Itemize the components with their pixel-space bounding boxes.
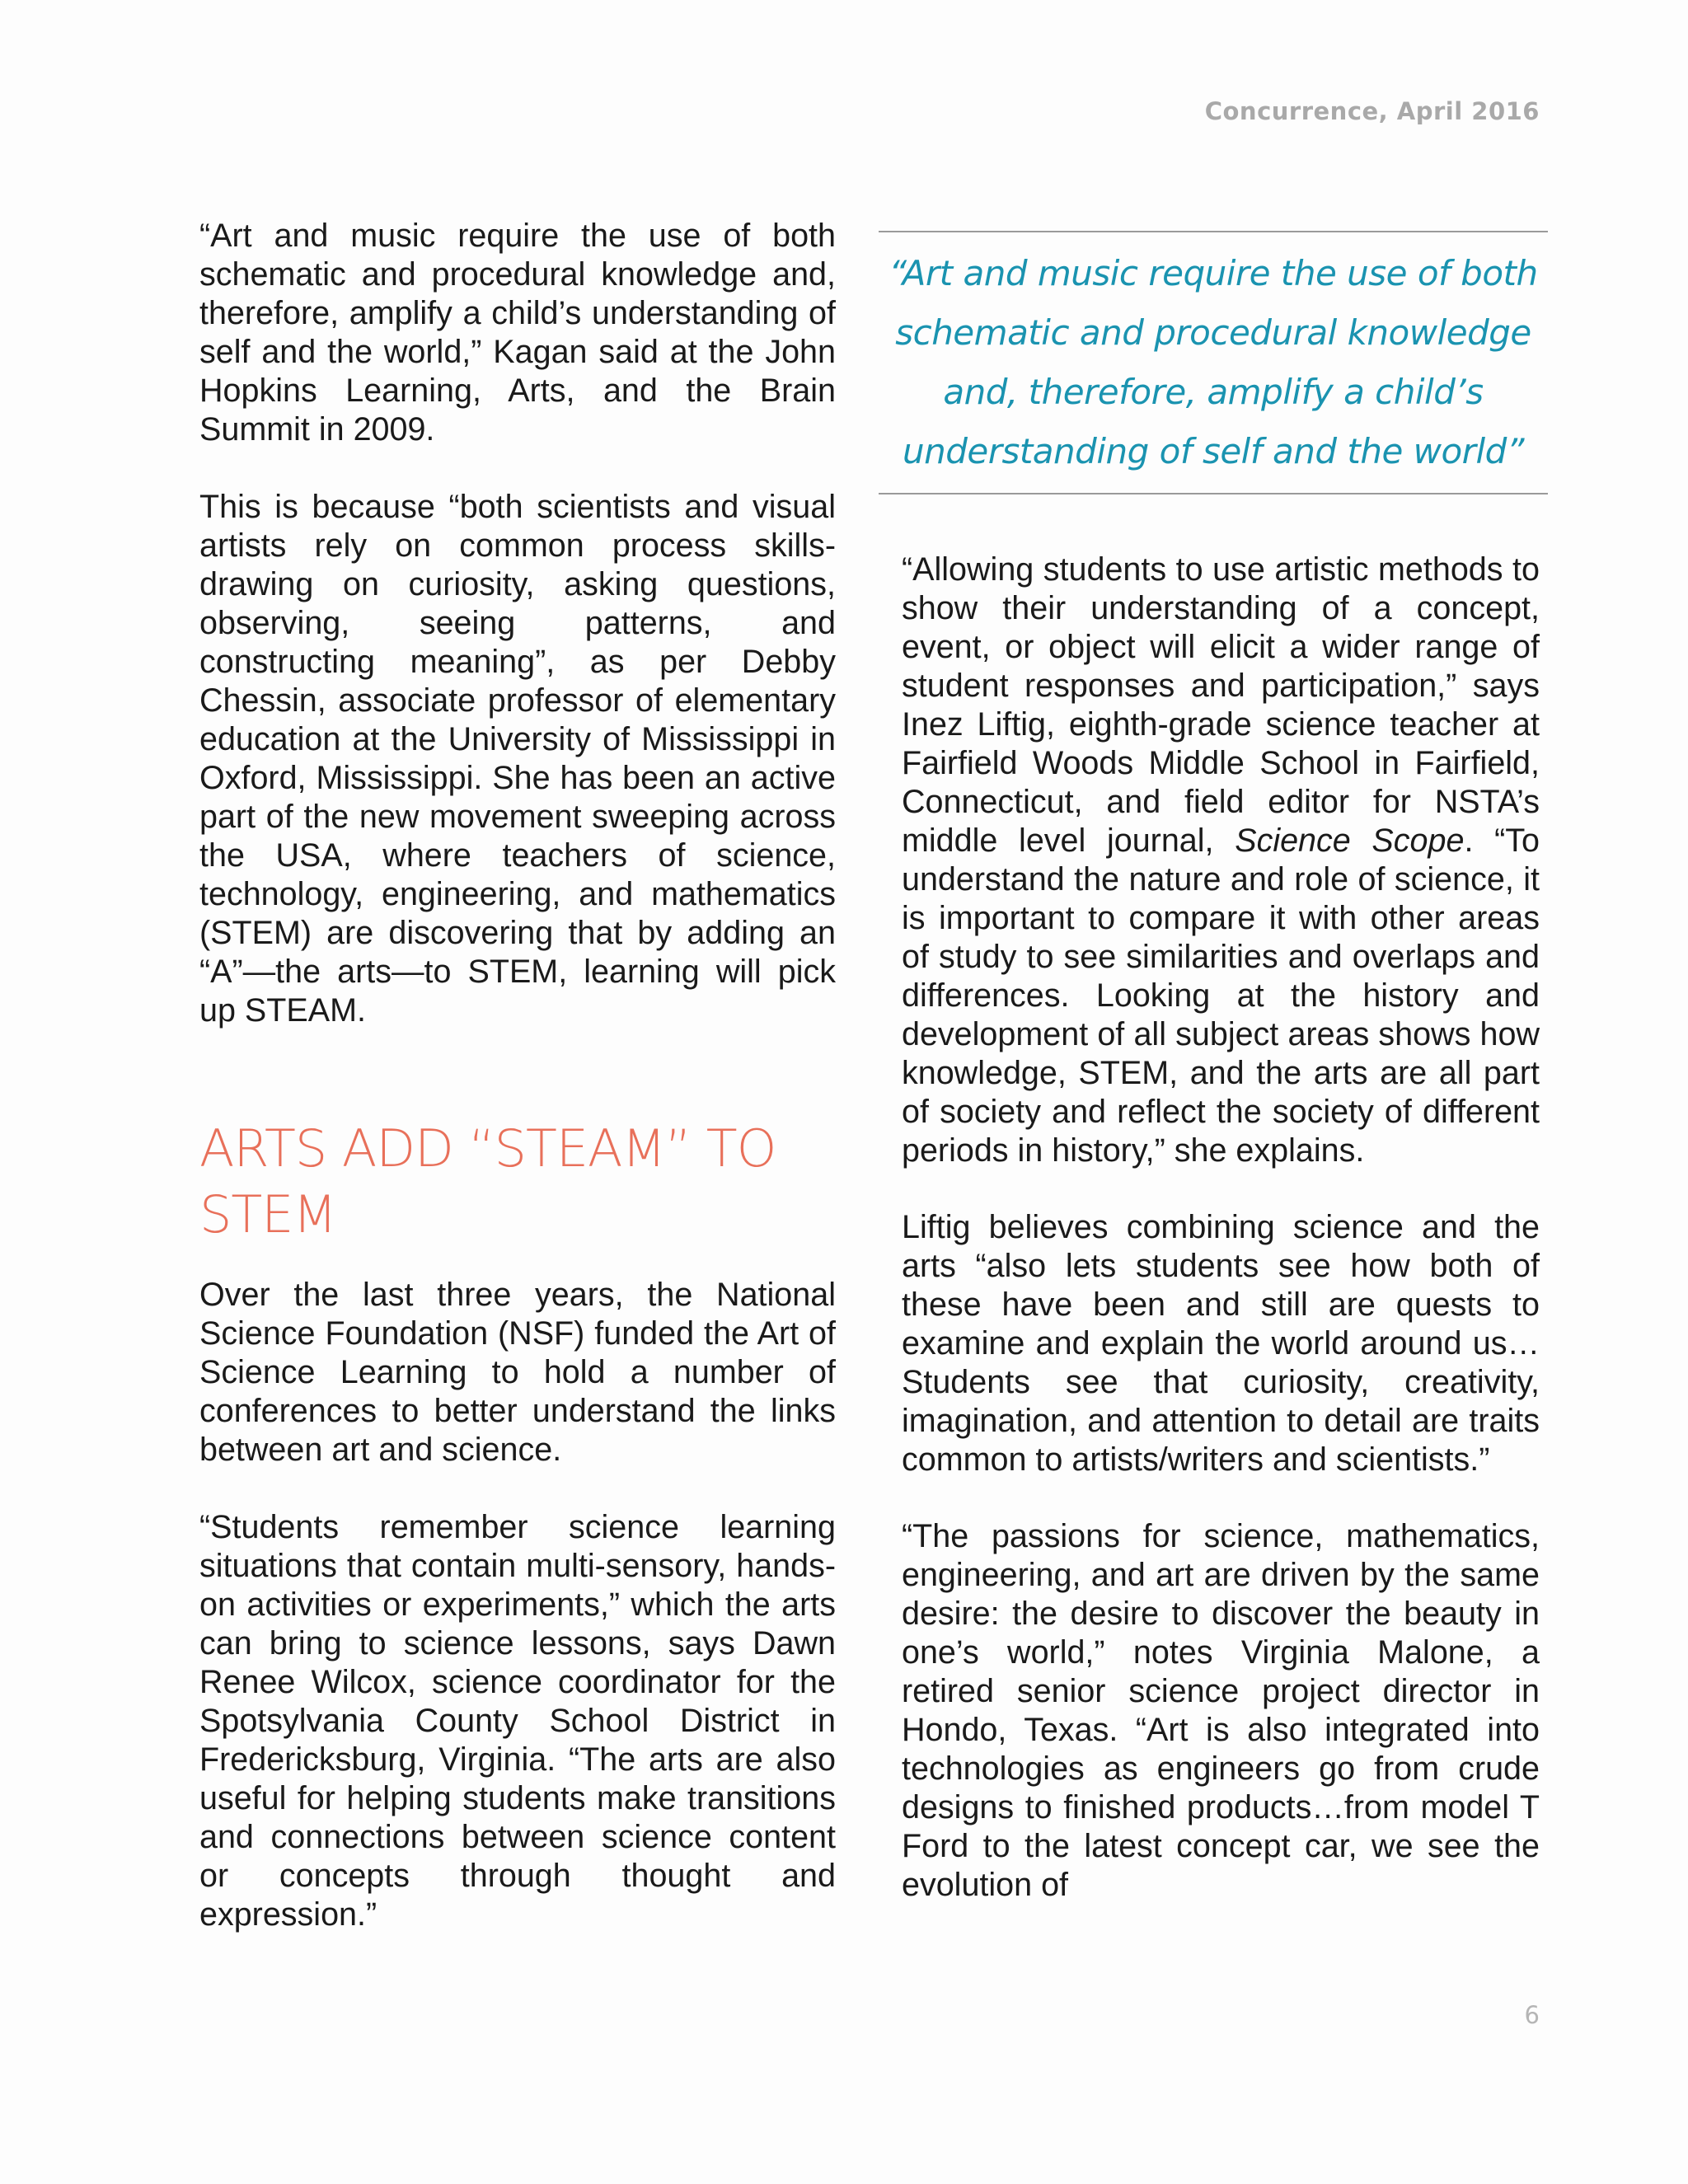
left-column	[199, 217, 836, 1973]
publication-header: Concurrence, April 2016	[1204, 97, 1540, 125]
body-paragraph	[902, 551, 1540, 1170]
body-paragraph: “The passions for science, mathematics, engineering, and art are driven by the same desire: the desire to discover the beauty in one’s world,” notes Virginia Malone, a retired senior science project director in Hondo, Texas. “Art is also integrated into technologies as engineers go from crude designs to finished products…from model T Ford to the latest concept car, we see the evolution of	[902, 1518, 1540, 1903]
paragraph-text: . “To understand the nature and role of science, it is important to compare it with other areas of study to see similarities and overlaps and differences. Looking at the history and development of all subject areas shows how knowledge, STEM, and the arts are all part of society and reflect the society of different periods in history,” she explains.	[902, 823, 1540, 1169]
section-heading: ARTS ADD “STEAM” TO STEM	[199, 1118, 776, 1244]
right-column	[902, 551, 1540, 1943]
body-paragraph: Liftig believes combining science and the arts “also lets students see how both of these have been and still are quests to examine and explain the world around us… Students see that curiosity, creativity, imagination, and attention to detail are traits common to artists/writers and scientists.”	[902, 1209, 1540, 1478]
body-paragraph: “Art and music require the use of both schematic and procedural knowledge and, therefore, amplify a child’s understanding of self and the world,” Kagan said at the John Hopkins Learning, Arts, and the Brain Summit in 2009.	[199, 218, 836, 448]
body-paragraph: This is because “both scientists and visual artists rely on common process skills-drawing on curiosity, asking questions, observing, seeing patterns, and constructing meaning”, as per Debby Chessin, associate professor of elementary education at the University of Mississippi in Oxford, Mississippi. She has been an active part of the new movement sweeping across the USA, where teachers of science, technology, engineering, and mathematics (STEM) are discovering that by adding an “A”—the arts—to STEM, learning will pick up STEAM.	[199, 489, 836, 1029]
body-paragraph: Over the last three years, the National Science Foundation (NSF) funded the Art of Science Learning to hold a number of conferences to better understand the links between art and science.	[199, 1277, 836, 1468]
paragraph-text: “Allowing students to use artistic methods to show their understanding of a concept, event, or object will elicit a wider range of student responses and participation,” says Inez Liftig, eighth-grade science teacher at Fairfield Woods Middle School in Fairfield, Connecticut, and field editor for NSTA’s middle level journal,	[902, 551, 1540, 859]
page-number: 6	[1524, 2001, 1540, 2029]
pull-quote	[879, 231, 1548, 494]
body-paragraph: “Students remember science learning situations that contain multi-sensory, hands-on activities or experiments,” which the arts can bring to science lessons, says Dawn Renee Wilcox, science coordinator for the Spotsylvania County School District in Fredericksburg, Virginia. “The arts are also useful for helping students make transitions and connections between science content or concepts through thought and expression.”	[199, 1509, 836, 1933]
pull-quote-text: “Art and music require the use of both schematic and procedural knowledge and, therefore, amplify a child’s understanding of self and the world”	[889, 253, 1538, 471]
journal-title: Science Scope	[1235, 823, 1465, 859]
